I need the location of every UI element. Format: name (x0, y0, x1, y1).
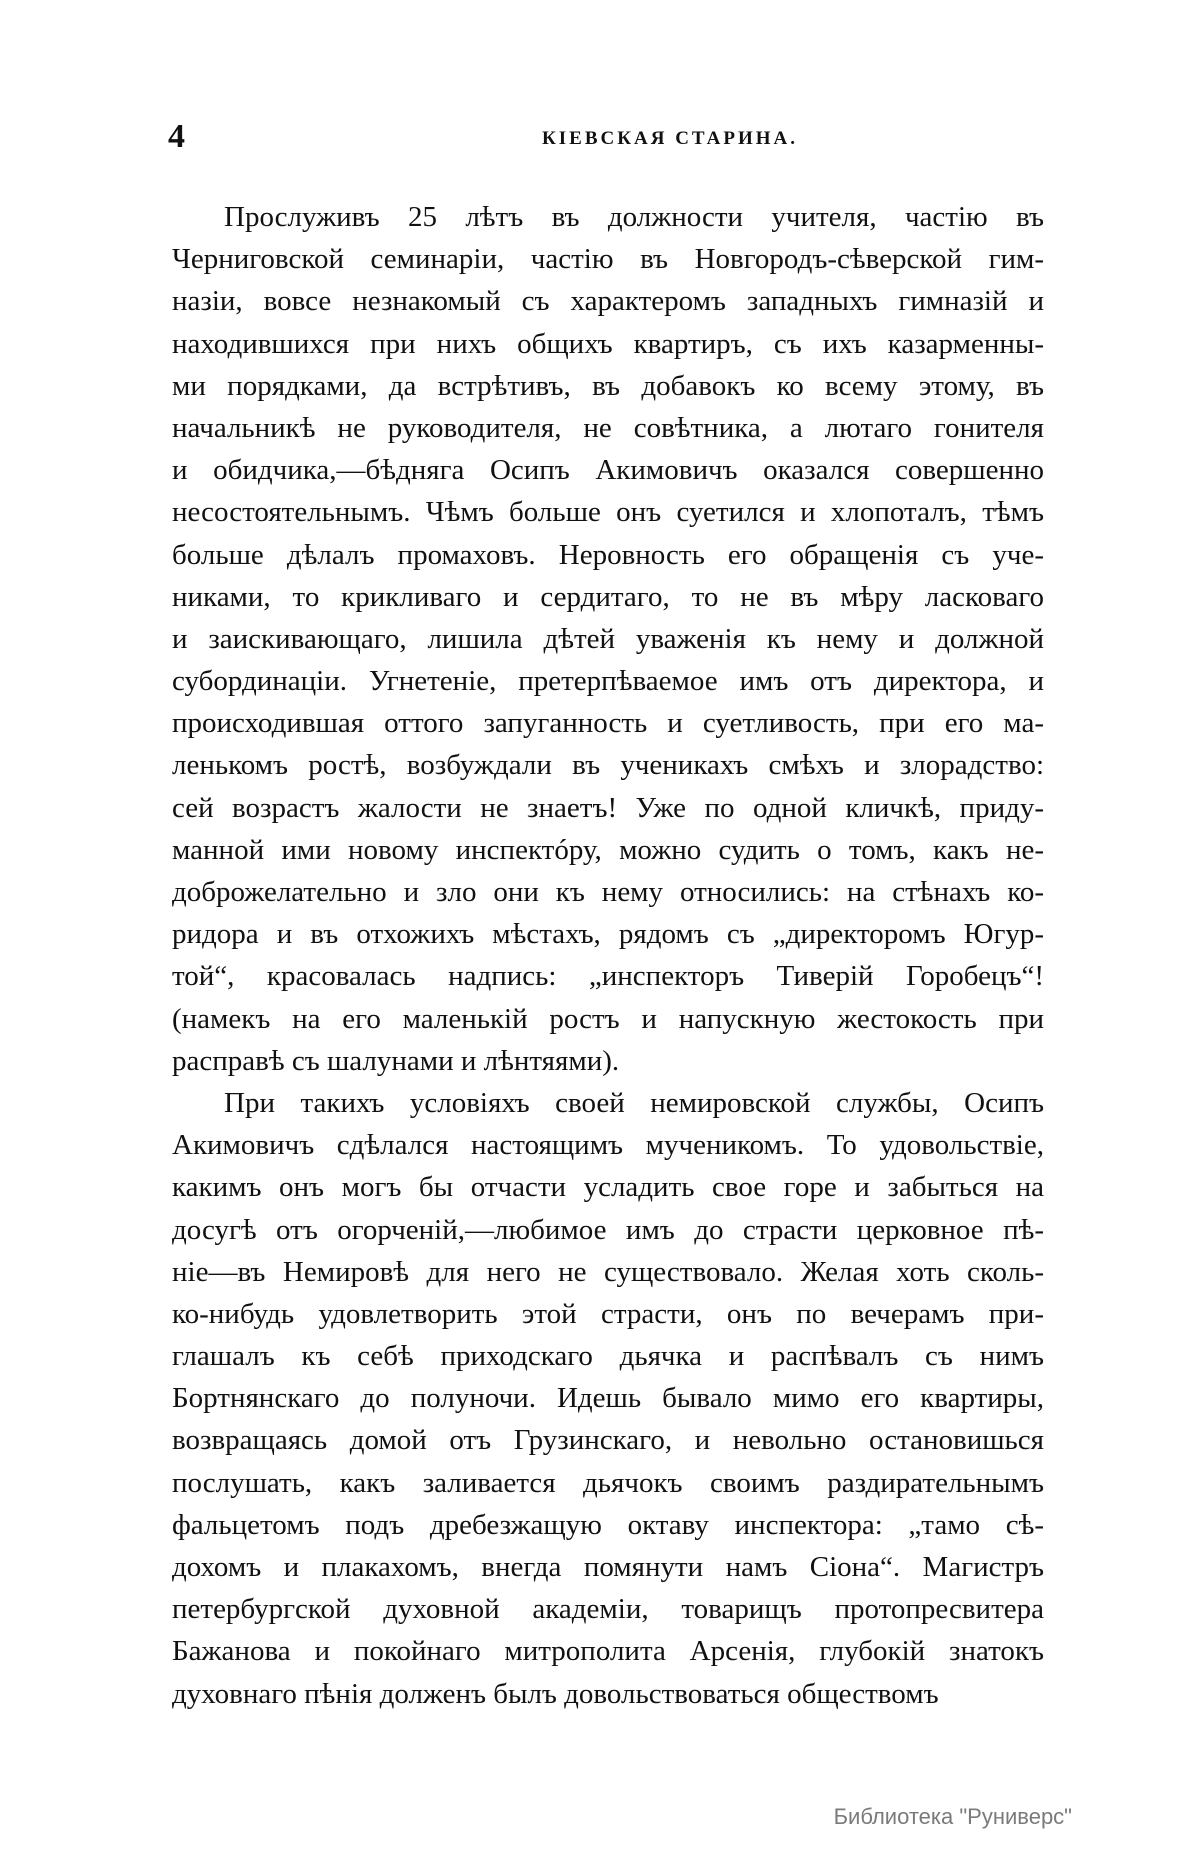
text-line: досугѣ отъ огорченій,—любимое имъ до страсти церковное пѣ- (172, 1213, 1044, 1246)
text-line: духовнаго пѣнія долженъ былъ довольствоваться обществомъ (172, 1677, 939, 1710)
body-text (172, 196, 1044, 1715)
text-line: доброжелательно и зло они къ нему относились: на стѣнахъ ко- (172, 876, 1044, 908)
text-line: субординаціи. Угнетеніе, претерпѣваемое имъ отъ директора, и (172, 665, 1044, 698)
text-line: (намекъ на его маленькій ростъ и напускную жестокость при (172, 1002, 1044, 1035)
text-line: манной ими новому инспектóру, можно судить о томъ, какъ не- (172, 833, 1044, 866)
text-line: ми порядками, да встрѣтивъ, въ добавокъ ко всему этому, въ (172, 369, 1044, 402)
text-line: и заискивающаго, лишила дѣтей уваженія къ нему и должной (172, 622, 1044, 655)
text-line: При такихъ условіяхъ своей немировской службы, Осипъ (224, 1086, 1044, 1119)
text-line: Прослуживъ 25 лѣтъ въ должности учителя, частію въ (224, 201, 1044, 233)
text-line: Черниговской семинаріи, частію въ Новгородъ-сѣверской гим- (172, 243, 1044, 276)
text-line: той“, красовалась надпись: „инспекторъ Тиверій Горобецъ“! (172, 960, 1044, 993)
text-line: находившихся при нихъ общихъ квартиръ, съ ихъ казарменны- (172, 327, 1044, 360)
text-line: сей возрастъ жалости не знаетъ! Уже по одной кличкѣ, приду- (172, 791, 1044, 824)
text-line: петербургской духовной академіи, товарищъ протопресвитера (172, 1593, 1044, 1626)
text-line: и обидчика,—бѣдняга Осипъ Акимовичъ оказался совершенно (172, 454, 1044, 487)
text-line: расправѣ съ шалунами и лѣнтяями). (172, 1044, 620, 1077)
text-line: Акимовичъ сдѣлался настоящимъ мученикомъ. То удовольствіе, (172, 1129, 1044, 1162)
paragraph (172, 196, 1044, 1082)
text-line: назіи, вовсе незнакомый съ характеромъ западныхъ гимназій и (172, 285, 1044, 318)
text-line: происходившая оттого запуганность и суетливость, при его ма- (172, 707, 1044, 740)
text-line: ридора и въ отхожихъ мѣстахъ, рядомъ съ „директоромъ Югур- (172, 918, 1044, 951)
text-line: дохомъ и плакахомъ, внегда помянути намъ Сіона“. Магистръ (172, 1551, 1044, 1583)
page-number: 4 (168, 118, 185, 155)
text-line: послушать, какъ заливается дьячокъ своимъ раздирательнымъ (172, 1466, 1044, 1499)
text-line: начальникѣ не руководителя, не совѣтника, а лютаго гонителя (172, 411, 1044, 444)
text-line: ніе—въ Немировѣ для него не существовало. Желая хоть сколь- (172, 1255, 1044, 1288)
text-line: возвращаясь домой отъ Грузинскаго, и невольно остановишься (172, 1424, 1044, 1457)
text-line: Бажанова и покойнаго митрополита Арсенія, глубокій знатокъ (172, 1635, 1044, 1668)
text-line: глашалъ къ себѣ приходскаго дьячка и распѣвалъ съ нимъ (172, 1340, 1044, 1373)
text-line: какимъ онъ могъ бы отчасти усладить свое горе и забыться на (172, 1171, 1044, 1204)
text-line: Бортнянскаго до полуночи. Идешь бывало мимо его квартиры, (172, 1382, 1044, 1415)
text-line: ко-нибудь удовлетворить этой страсти, онъ по вечерамъ при- (172, 1297, 1044, 1330)
library-watermark: Библиотека "Руниверс" (833, 1804, 1072, 1829)
text-line: больше дѣлалъ промаховъ. Неровность его обращенія съ уче- (172, 538, 1044, 571)
paragraph (172, 1082, 1044, 1715)
text-line: фальцетомъ подъ дребезжащую октаву инспектора: „тамо сѣ- (172, 1508, 1044, 1541)
text-line: несостоятельнымъ. Чѣмъ больше онъ суетился и хлопоталъ, тѣмъ (172, 496, 1044, 529)
text-line: никами, то крикливаго и сердитаго, то не въ мѣру ласковаго (172, 580, 1044, 613)
running-title: КІЕВСКАЯ СТАРИНА. (541, 128, 798, 149)
text-line: ленькомъ ростѣ, возбуждали въ ученикахъ смѣхъ и злорадство: (172, 749, 1044, 782)
